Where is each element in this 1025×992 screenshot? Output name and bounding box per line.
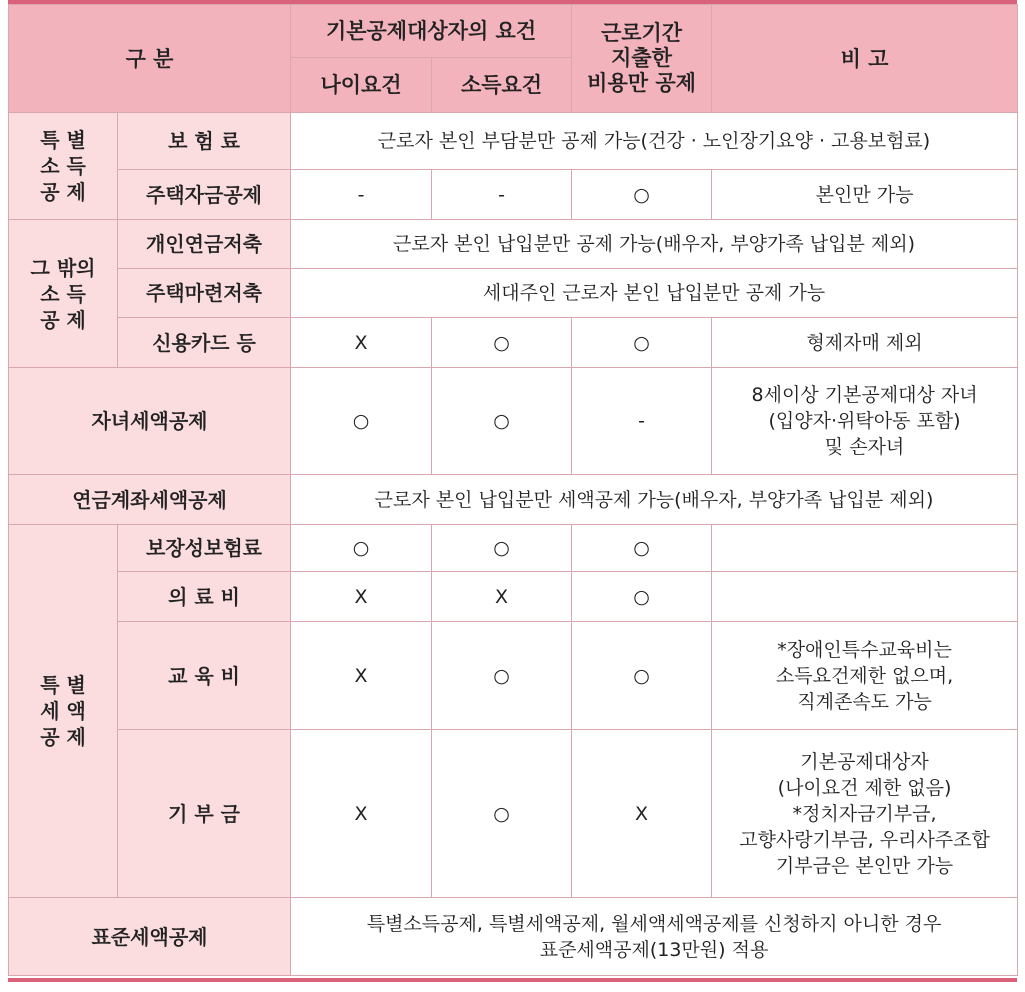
row-label-medical: 의 료 비 [118, 572, 291, 622]
header-age-requirement: 나이요건 [291, 58, 432, 113]
deduction-requirements-table [8, 4, 1018, 976]
category-special-income: 특 별 소 득 공 제 [9, 113, 118, 220]
row-note-housing-savings: 세대주인 근로자 본인 납입분만 공제 가능 [291, 269, 1018, 318]
cell-period: ○ [572, 170, 712, 220]
category-special-tax: 특 별 세 액 공 제 [9, 525, 118, 898]
row-note-insurance: 근로자 본인 부담분만 공제 가능(건강 · 노인장기요양 · 고용보험료) [291, 113, 1018, 170]
category-other-income: 그 밖의 소 득 공 제 [9, 220, 118, 368]
cell-income: X [432, 572, 572, 622]
row-note-pension-savings: 근로자 본인 납입분만 공제 가능(배우자, 부양가족 납입분 제외) [291, 220, 1018, 269]
deduction-table-wrapper [8, 4, 1017, 976]
cell-period: - [572, 368, 712, 475]
bottom-accent-line [8, 978, 1017, 982]
cell-period: ○ [572, 622, 712, 730]
cell-period: ○ [572, 318, 712, 368]
cell-age: ○ [291, 525, 432, 572]
header-gubun: 구 분 [9, 5, 291, 113]
cell-income: ○ [432, 730, 572, 898]
cell-income: ○ [432, 368, 572, 475]
cell-period: ○ [572, 525, 712, 572]
cell-income: - [432, 170, 572, 220]
cell-age: - [291, 170, 432, 220]
cell-age: X [291, 622, 432, 730]
row-label-pension-savings: 개인연금저축 [118, 220, 291, 269]
cell-age: X [291, 730, 432, 898]
header-basic-requirements: 기본공제대상자의 요건 [291, 5, 572, 58]
row-label-child-tax: 자녀세액공제 [9, 368, 291, 475]
cell-remark: 본인만 가능 [712, 170, 1018, 220]
row-label-pension-account: 연금계좌세액공제 [9, 475, 291, 525]
cell-age: X [291, 572, 432, 622]
cell-period: X [572, 730, 712, 898]
row-label-education: 교 육 비 [118, 622, 291, 730]
cell-remark: *장애인특수교육비는 소득요건제한 없으며, 직계존속도 가능 [712, 622, 1018, 730]
row-label-guarantee-insurance: 보장성보험료 [118, 525, 291, 572]
header-remarks: 비 고 [712, 5, 1018, 113]
cell-age: ○ [291, 368, 432, 475]
cell-remark [712, 572, 1018, 622]
cell-period: ○ [572, 572, 712, 622]
row-note-pension-account: 근로자 본인 납입분만 세액공제 가능(배우자, 부양가족 납입분 제외) [291, 475, 1018, 525]
cell-income: ○ [432, 525, 572, 572]
cell-remark: 기본공제대상자 (나이요건 제한 없음) *정치자금기부금, 고향사랑기부금, 우리사주조합 기부금은 본인만 가능 [712, 730, 1018, 898]
row-label-housing-fund: 주택자금공제 [118, 170, 291, 220]
row-label-credit-card: 신용카드 등 [118, 318, 291, 368]
header-income-requirement: 소득요건 [432, 58, 572, 113]
cell-remark: 형제자매 제외 [712, 318, 1018, 368]
row-label-insurance: 보 험 료 [118, 113, 291, 170]
cell-remark [712, 525, 1018, 572]
row-label-standard-tax: 표준세액공제 [9, 898, 291, 976]
row-note-standard-tax: 특별소득공제, 특별세액공제, 월세액세액공제를 신청하지 아니한 경우 표준세액공제(13만원) 적용 [291, 898, 1018, 976]
cell-income: ○ [432, 318, 572, 368]
row-label-housing-savings: 주택마련저축 [118, 269, 291, 318]
header-work-period: 근로기간 지출한 비용만 공제 [572, 5, 712, 113]
cell-remark: 8세이상 기본공제대상 자녀 (입양자·위탁아동 포함) 및 손자녀 [712, 368, 1018, 475]
row-label-donation: 기 부 금 [118, 730, 291, 898]
cell-age: X [291, 318, 432, 368]
cell-income: ○ [432, 622, 572, 730]
